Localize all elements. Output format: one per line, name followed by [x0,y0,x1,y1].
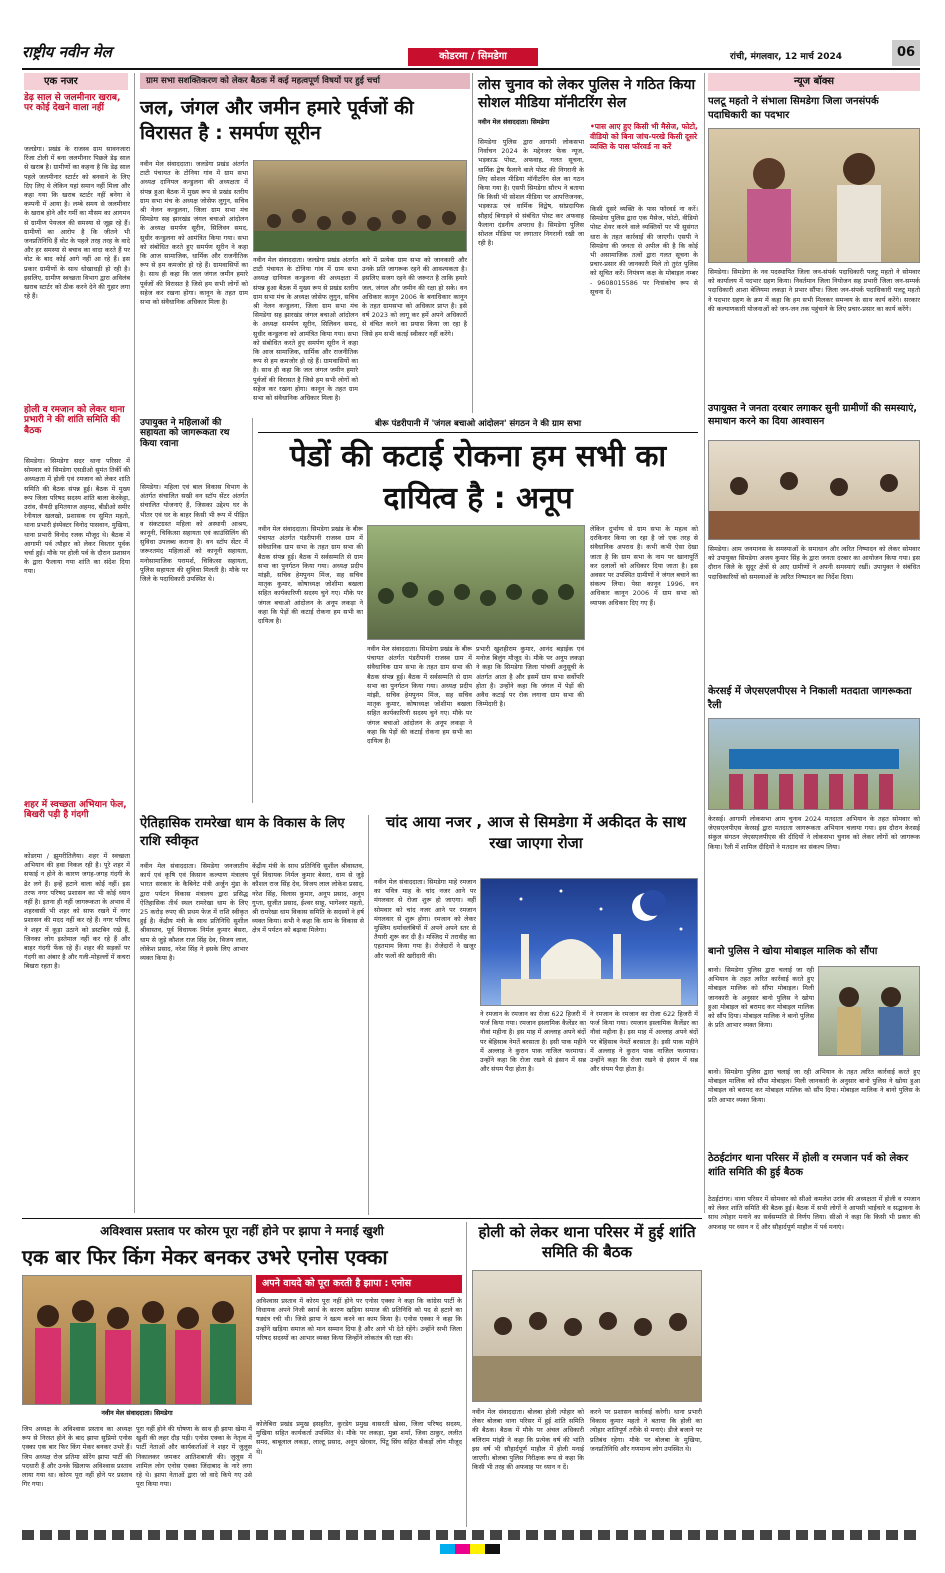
news-box-body-1: सिमडेगा। सिमडेगा के नव पदस्थापित जिला जन-संपर्क पदाधिकारी पलटू महतो ने सोमवार को कार्यालय में पदभार ग्रहण किया। निवर्तमान जिला नियोजन सह प्रभारी जिला जन-सम्पर्क पदाधिकारी आशा बेलियमा लकड़ा ने प्रभार सौंपा। जिला जन-संपर्क पदाधिकारी पलटू महतो ने पदभार ग्रहण के क्रम में कहा कि हम सभी मिलकर समन्वय के साथ कार्य करेंगे। सरकार की कल्याणकारी योजनाओं को जन-जन तक पहुंचाने के लिए प्रचार-प्रसार का कार्य करेंगे। [708,268,920,313]
crowd-image [254,161,467,252]
section-banner: कोडरमा / सिमडेगा [408,48,538,66]
news-box-body-5: ठेठईटांगर। थाना परिसर में सोमवार को सीओ कमलेश उरांव की अध्यक्षता में होली व रमजान को लेकर शांति समिति की बैठक हुई। बैठक में सभी लोगों ने आपसी भाईचारे व सद्भावना के साथ त्योहार मनाने का सर्वसम्मति से निर्णय लिया। सीओ ने कहा कि किसी भी प्रकार की अफवाह पर ध्यान न दें और सौहार्दपूर्ण माहौल में पर्व मनाएं। [708,1195,920,1231]
celebration-image [23,1276,252,1405]
divider-ramrekha [368,815,369,1215]
news-box-headline-3: केरसई में जेएसएलपीएस ने निकाली मतदाता जागरूकता रैली [708,686,912,711]
ek-nazar-body-2: सिमडेगा। सिमडेगा सदर थाना परिसर में सोमवार को सिमडेगा एसडीओ सुमंत तिर्की की अध्यक्षता में होली एवं रमजान को लेकर शांति समिति की बैठक संपन्न हुई। बैठक में मुख्य रूप जिला परिषद सदस्य शांति बाला केरकेट्टा, उरांव, सैयदी इमितयाज अहमद, बीडीओ समीर रेनीयाल खलखो, प्रशासक रय सुमित महतो, थाना प्रभारी इंस्पेक्टर विनोद पासवान, मुखिया, थाना प्रभारी विनोद रजक मौजूद थे। बैठक में आगामी पर्व त्यौहार को लेकर विस्तार पूर्वक चर्चा हुई। मौके पर होली पर्व के दौरान प्रशासन के द्वारा फैलाया गया शांति का संदेश दिया गया। [24,457,130,576]
lead-headline: जल, जंगल और जमीन हमारे पूर्वजों की विरासत है : समर्पण सूरीन [140,97,414,144]
lead-photo [253,160,467,252]
lead-body-mid: नवीन मेल संवाददाता। जलडेगा प्रखंड अंतर्गत टाटी पंचायत के टोनिया गांव में ग्राम सभा अध्यक्ष दानियल कन्डुलना की अध्यक्षता में संपन्न हुआ बैठक में मुख्य रूप से प्रखंड स्तरीय ग्राम सभा मंच के अध्यक्ष जोसेफ लुगुन, सचिव श्री नेलन कन्डुलना, जिला ग्राम सभा मंच सिमडेगा सह झारखंड जंगल बचाओ आंदोलन के अध्यक्ष समर्पण सूरीन, सिलिवन समद, सुधीर कन्डुलना को आमंत्रित किया गया। सभा को संबोधित करते हुए समर्पण सूरीन ने कहा कि आज सामाजिक, धार्मिक और राजनीतिक रूप से हम कमजोर हो रहे हैं। ग्रामवासियों का है। साथ ही कहा कि जल जंगल जमीन हमारे पूर्वजों की विरासत है जिसे हम सभी लोगों को सहेज कर रखना होगा। कानून के तहत ग्राम सभा को संवैधानिक अधिकार मिला है। [253,256,358,403]
ramrekha-body-2: केंद्रीय मंत्री के साथ प्रतिनिधि सुशील श्रीवास्तव, पूर्व विधायक निर्मल कुमार बेसरा, धाम से जुड़े कौशल राज सिंह देव, विजय लाल लोकेश प्रसाद, नरेश सिंह, विलास कुमार, अनूप प्रसाद, अनूप गुप्ता, सुजीत प्रसाद, ईश्वर साहू, भागेश्वर महतो, श्री रामरेखा धाम विकास समिति के सदस्यों ने हर्ष व्यक्त किया। सभी ने कहा कि धाम के विकास से क्षेत्र में पर्यटन को बढ़ावा मिलेगा। [252,862,364,935]
holi-photo [472,1270,702,1402]
holi-headline: होली को लेकर थाना परिसर में हुई शांति समिति की बैठक [478,1223,696,1261]
avishwas-strap: अपने वायदे को पूरा करती है झापा : एनोस [256,1275,462,1293]
anup-body-2: प्रभारी खुशहीराम कुमार, आनंद बड़ाईक एवं मनोज बिलुंग मौजूद थे। मौके पर अनूप लकड़ा ने कहा कि सिमडेगा जिला पांचवीं अनुसूची के अंतर्गत आता है और इसमें ग्राम सभा सर्वोपरि होता है। उन्होंने कहा कि जंगल में पेड़ों की अवैध कटाई पर रोक लगाना ग्राम सभा की जिम्मेदारी है। [476,645,584,709]
avishwas-body-4: कोलेबिरा प्रखंड प्रमुख इसहरित, कुरडेग प्रमुख वासरती खेस्स, जिला परिषद सदस्य, मुखिया सहित कार्यकर्ता उपस्थित थे। मौके पर लकड़ा, मुन्ना शर्मा, जिवा ठाकुर, ललीत समद, बाबूलाल लकड़ा, लाल्टू प्रसाद, अनूप खेरवार, पिंटू सिंघ सहित सैकड़ों लोग मौजूद थे। [256,1420,462,1456]
avishwas-body: जिप अध्यक्ष के अविश्वास प्रस्ताव का अध्यक्ष रूप से निरस्त होने के बाद झापा सुप्रिमो एनोस एक्का एक बार फिर किंग मेकर बनकर उभरे हैं। जिप अध्यक्ष रोज प्रतिमा सोरेंग झापा पार्टी की पदधारी हैं और उनके खिलाफ अविश्वास प्रस्ताव लाया गया था। कोरम पूरा नहीं होने पर प्रस्ताव गिर गया। [22,1425,132,1489]
news-box-photo-3 [708,718,920,810]
avishwas-photo-caption: नवीन मेल संवाददाता। सिमडेगा [101,1409,173,1417]
ek-nazar-headline-3: शहर में स्वच्छता अभियान फेल, बिखरी पड़ी है गंदगी [24,800,127,821]
column-divider-lead [472,73,473,413]
ek-nazar-headline-2: होली व रमजान को लेकर थाना प्रभारी ने की शांति समिति की बैठक [24,405,125,436]
mobile-handover-image [819,967,920,1056]
news-box-headline-1: पलटू महतो ने संभाला सिमडेगा जिला जनसंपर्क पदाधिकारी का पदभार [708,96,879,121]
divider-avishwas [466,1222,467,1527]
social-callout: •पास आए हुए किसी भी मैसेज, फोटो, वीडियो को बिना जांच-परखे किसी दूसरे व्यक्ति के पास फॉरवर्ड ना करें [590,122,698,151]
news-box-body-3: केरसई। आगामी लोकसभा आम चुनाव 2024 मतदाता अभियान के तहत सोमवार को जेएसएलपीएस केरसई द्वारा मतदाता जागरूकता अभियान चलाया गया। इस दौरान केरसई संकुल संगठन जेएसएलपीएस की दीदियों ने लोकसभा चुनाव को लेकर लोगों को जागरूक किया। रैली में शामिल दीदियों ने मतदान का संकल्प लिया। [708,815,920,851]
divider-mahila [252,418,253,803]
masthead [22,40,922,68]
social-headline: लोस चुनाव को लेकर पुलिस ने गठित किया सोशल मीडिया मॉनीटरिंग सेल [478,77,696,111]
roza-body-3: ने रमजान के रमजान का रोजा 622 हिजरी में फर्ज किया गया। रमजान इस्लामिक कैलेंडर का नौवां महीना है। इस माह में अल्लाह अपने बंदों पर बेहिसाब नेमतें बरसाता है। इसी पाक महीने में अल्लाह ने कुरान पाक नाजिल फरमाया। उन्होंने कहा कि रोजा रखने से इंसान में सब्र और संयम पैदा होता है। [590,1010,698,1074]
lead-body: नवीन मेल संवाददाता। जलडेगा प्रखंड अंतर्गत टाटी पंचायत के टोनिया गांव में ग्राम सभा अध्यक्ष दानियल कन्डुलना की अध्यक्षता में संपन्न हुआ बैठक में मुख्य रूप से प्रखंड स्तरीय ग्राम सभा मंच के अध्यक्ष जोसेफ लुगुन, सचिव श्री नेलन कन्डुलना, जिला ग्राम सभा मंच सिमडेगा सह झारखंड जंगल बचाओ आंदोलन के अध्यक्ष समर्पण सूरीन, सिलिवन समद, सुधीर कन्डुलना को आमंत्रित किया गया। सभा को संबोधित करते हुए समर्पण सूरीन ने कहा कि आज सामाजिक, धार्मिक और राजनीतिक रूप से हम कमजोर हो रहे हैं। ग्रामवासियों का है। साथ ही कहा कि जल जंगल जमीन हमारे पूर्वजों की विरासत है जिसे हम सभी लोगों को सहेज कर रखना होगा। कानून के तहत ग्राम सभा को संवैधानिक अधिकार मिला है। [140,160,248,307]
roza-body: नवीन मेल संवाददाता। सिमडेगा माहे रमजान का पवित्र माह के चांद नजर आने पर मंगलवार से रोजा शुरू हो जाएगा। वहीं सोमवार को चांद नजर आने पर रमजान मंगलवार से शुरू होगा। रमजान को लेकर मुस्लिम धर्मावलंबियों में अपने अपने स्तर से तैयारी शुरू कर दी है। मस्जिद में तरावीह का एहतमाम किया गया है। रोजेदारों ने खजूर और फलों की खरीदारी की। [374,878,476,960]
page-number: 06 [892,40,920,66]
social-dateline: नवीन मेल संवाददाता। सिमडेगा [478,118,550,126]
anup-body-mid: नवीन मेल संवाददाता। सिमडेगा प्रखंड के बीरू पंचायत अंतर्गत पंडरीपानी राजस्व ग्राम में संवैधानिक ग्राम सभा के तहत ग्राम सभा की बैठक संपन्न हुई। बैठक में सर्वसम्मति से ग्राम सभा का पुनर्गठन किया गया। अध्यक्ष प्रदीप मांझी, सचिव हेमपुनम मिंज, सह सचिव मातृक कुमार, कोषाध्यक्ष जोशीमा बखला सहित कार्यकारिणी सदस्य चुने गए। मौके पर जंगल बचाओ आंदोलन के अनूप लकड़ा ने कहा कि पेड़ों की कटाई रोकना हम सभी का दायित्व है। [367,645,472,746]
news-box-label: न्यूज बॉक्स [708,73,920,91]
paper-name: राष्ट्रीय नवीन मेल [22,43,112,61]
officials-image [709,129,920,263]
avishwas-body-2: पूरा नहीं होने की घोषणा के साथ ही झापा खेमा में खुशी की लहर दौड़ पड़ी। एनोस एक्का के नेतृत्व में पार्टी नेताओं और कार्यकर्ताओं ने शहर में जुलूस निकालकर जमकर आतिशबाजी की। जुलूस में शामिल लोग एनोस एक्का जिंदाबाद के नारे लगा रहे थे। झापा नेताओं द्वारा जो वादे किये गए उसे पूरा किया गया। [136,1425,252,1489]
anup-body-3: लेकिन दुर्भाग्य से ग्राम सभा के महत्व को दरकिनार किया जा रहा है जो एक तरह से संवैधानिक अपराध है। कभी कभी ऐसा देखा जाता है कि ग्राम सभा के नाम पर खानापूर्ति कर दलालों को अधिकार दिया जाता है। इस अवसर पर उपस्थित ग्रामीणों ने जंगल बचाने का संकल्प लिया। पेसा कानून 1996, वन अधिकार कानून 2006 में ग्राम सभा को व्यापक अधिकार दिए गए हैं। [590,525,698,607]
news-box-headline-5: ठेठईटांगर थाना परिसर में होली व रमजान पर्व को लेकर शांति समिति की हुई बैठक [708,1153,909,1178]
column-divider-left [134,73,135,1213]
anup-headline: पेडों की कटाई रोकना हम सभी का दायित्व है : अनूप [289,439,667,516]
roza-body-2: ने रमजान के रमजान का रोजा 622 हिजरी में फर्ज किया गया। रमजान इस्लामिक कैलेंडर का नौवां महीना है। इस माह में अल्लाह अपने बंदों पर बेहिसाब नेमतें बरसाता है। इसी पाक महीने में अल्लाह ने कुरान पाक नाजिल फरमाया। उन्होंने कहा कि रोजा रखने से इंसान में सब्र और संयम पैदा होता है। [480,1010,586,1074]
rally-image [709,719,920,810]
janta-darbar-image [709,441,920,540]
issue-date: रांची, मंगलवार, 12 मार्च 2024 [730,52,842,62]
masthead-rule [22,68,920,70]
avishwas-kicker: अविश्वास प्रस्ताव पर कोरम पूरा नहीं होने पर झापा ने मनाई खुशी [100,1224,384,1238]
anup-body: नवीन मेल संवाददाता। सिमडेगा प्रखंड के बीरू पंचायत अंतर्गत पंडरीपानी राजस्व ग्राम में संवैधानिक ग्राम सभा के तहत ग्राम सभा की बैठक संपन्न हुई। बैठक में सर्वसम्मति से ग्राम सभा का पुनर्गठन किया गया। अध्यक्ष प्रदीप मांझी, सचिव हेमपुनम मिंज, सह सचिव मातृक कुमार, कोषाध्यक्ष जोशीमा बखला सहित कार्यकारिणी सदस्य चुने गए। मौके पर जंगल बचाओ आंदोलन के अनूप लकड़ा ने कहा कि पेड़ों की कटाई रोकना हम सभी का दायित्व है। [258,525,363,626]
news-box-photo-2 [708,440,920,540]
ramrekha-headline: ऐतिहासिक रामरेखा धाम के विकास के लिए राशि स्वीकृत [140,816,345,849]
avishwas-headline: एक बार फिर किंग मेकर बनकर उभरे एनोस एक्का [22,1245,388,1269]
news-box-body-2: सिमडेगा। आम जनमानस के समस्याओं के समाधान और त्वरित निष्पादन को लेकर सोमवार को उपायुक्त सिमडेगा अजय कुमार सिंह के द्वारा जनता दरबार का आयोजन किया गया। इस दौरान जिले के सुदूर क्षेत्रों से आए ग्रामीणों ने अपनी समस्याएं रखीं। उपायुक्त ने संबंधित पदाधिकारियों को समस्याओं के त्वरित निष्पादन का निर्देश दिया। [708,545,920,581]
roza-headline: चांद आया नजर , आज से सिमडेगा में अकीदत के साथ रखा जाएगा रोजा [385,813,687,852]
ek-nazar-body-3: कोडरमा / झुमरीतिलैया। शहर में स्वच्छता अभियान की हवा निकल रही है। पूरे शहर में सफाई न होने के कारण जगह-जगह गंदगी के ढेर लगे हैं। इन्हें हटाने वाला कोई नहीं। इस तरफ नगर परिषद प्रशासन का भी कोई ध्यान नहीं है। इतना ही नहीं जागरूकता के अभाव में शहरवासी भी शहर को साफ रखने में नगर प्रशासन की मदद नहीं कर रहे हैं। नगर परिषद ने शहर में कूड़ा उठाने को डस्टबिन रखे हैं, जिनका लोग इस्तेमाल नहीं कर रहे हैं और बाहर गंदगी फेंक रहे हैं। शहर की सड़कों पर गंदगी का अंबार है और गली-मोहल्लों में कचरा बिखरा रहता है। [24,852,130,971]
footer-registration-bar [22,1530,920,1540]
mahila-headline: उपायुक्त ने महिलाओं की सहायता को जागरूकता रथ किया रवाना [140,418,230,449]
avishwas-photo [22,1275,252,1405]
meeting-image [368,526,585,640]
ek-nazar-body-1: जलडेगा। प्रखंड के राजस्व ग्राम सावनजारा रिंजा टोली में बना जलमीनार पिछले डेढ़ साल से खराब है। ग्रामीणों का कहना है कि डेढ़ साल पहले जलमीनार स्टार्टर को बनवाने के लिए दिए लिए थे लेकिन यहां समान नहीं मिला और कहा गया कि खराब स्टार्टर नहीं बनेगा वे कम्पनी में आया है। लम्बे समय से जलमीनार के खराब होने और गर्मी का मौसम का आगमन से ग्रामीण पेयजल की समस्या से जूझ रहे हैं। ग्रामीणों का आरोप है कि जीतने भी जनप्रतिनिधि हैं वोट के पहले तरह तरह के वादे और हर समस्या से बचाव का वादा करते हैं पर वोट के बाद कोई आगे नहीं आ रहे हैं। इस प्रकार ग्रामीणों के साथ धोखाधड़ी हो रही है। इसलिए, ग्रामीण स्वच्छता विभाग द्वारा अविलंब खराब स्टार्टर को ठीक करने देने की गुहार लगा रहे हैं। [24,145,130,301]
news-box-body-4: बानो। सिमडेगा पुलिस द्वारा चलाई जा रही अभियान के तहत त्वरित कार्रवाई करते हुए मोबाइल मालिक को सौंपा मोबाइल। मिली जानकारी के अनुसार बानो पुलिस ने खोया हुआ मोबाइल को बरामद कर मोबाइल मालिक को सौंप दिया। मोबाइल मालिक ने बानो पुलिस के प्रति आभार व्यक्त किया। [708,966,814,1030]
avishwas-body-3: अविश्वास प्रस्ताव में कोरम पूरा नहीं होने पर एनोस एक्का ने कहा कि कांग्रेस पार्टी के विधायक अपने निजी स्वार्थ के कारण खड़िया समाज की प्रतिनिधि को पद से हटाने का षड्यंत्र रची थी। जिसे झापा ने खत्म करने का काम किया है। एनोस एक्का ने कहा कि उन्होंने खड़िया समाज को मान सम्मान दिया है और आगे भी देते रहेंगे। उन्होंने सभी जिला परिषद सदस्यों का आभार व्यक्त किया जिन्होंने लोकतंत्र की रक्षा की। [256,1297,462,1342]
social-body-2: किसी दूसरे व्यक्ति के पास फॉरवर्ड ना करें। सिमडेगा पुलिस द्वारा एक मैसेज, फोटो, वीडियो पोस्ट शेयर करने वाले व्यक्तियों पर भी सुसंगत धारा के तहत कार्रवाई की जाएगी। एसपी ने सिमडेगा की जनता से अपील की है कि कोई भी असामाजिक तत्वों द्वारा गलत सूचना के प्रचार-प्रसार की जानकारी मिले तो तुरंत पुलिस को सूचित करें। नियंत्रण कक्ष के मोबाइल नम्बर - 9608015586 पर निःसंकोच रूप से सूचना दें। [590,205,698,296]
roza-photo [480,878,698,1006]
holi-body: नवीन मेल संवाददाता। बोलबा होली त्योहार को लेकर बोलबा थाना परिसर में हुई शांति समिति की बैठक। बैठक में मौके पर अंचल अधिकारी बलिराम मांझी ने कहा कि प्रत्येक वर्ष की भांति इस वर्ष भी सौहार्दपूर्ण माहौल में होली मनाई जाएगी। बोलबा पुलिस निरीक्षक रूप से कहा कि किसी भी तरह की अफवाह पर ध्यान न दें। [472,1408,584,1472]
ramrekha-body: नवीन मेल संवाददाता। सिमडेगा जनजातीय कार्य एवं कृषि एवं किसान कल्याण मंत्रालय भारत सरकार के कैबिनेट मंत्री अर्जुन मुंडा के द्वारा पर्यटन विकास मंत्रालय द्वारा प्रसिद्ध ऐतिहासिक तीर्थ स्थल रामरेखा धाम के लिए 25 करोड़ रुपए की प्रथम फेज में राशि स्वीकृत हुई है। केंद्रीय मंत्री के साथ प्रतिनिधि सुशील श्रीवास्तव, पूर्व विधायक निर्मल कुमार बेसरा, धाम से जुड़े कौशल राज सिंह देव, विजय लाल, लोकेश प्रसाद, नरेश सिंह ने इसके लिए आभार व्यक्त किया है। [140,862,248,963]
lead-kicker: ग्राम सभा सशक्तिकरण को लेकर बैठक में कई महत्वपूर्ण विषयों पर हुई चर्चा [140,73,470,89]
news-box-headline-2: उपायुक्त ने जनता दरबार लगाकर सुनी ग्रामीणों की समस्याएं, समाधान करने का दिया आश्वासन [708,403,917,427]
news-box-photo-4 [818,966,920,1056]
bottom-section-rule [22,1218,702,1219]
social-body: सिमडेगा पुलिस द्वारा आगामी लोकसभा निर्वाचन 2024 के मद्देनजर फेक न्यूज, भड़काऊ पोस्ट, अफवाह, गलत सूचना, धार्मिक द्वेष फैलाने वाले पोस्ट की निगरानी के लिए सोशल मीडिया मॉनीटरिंग सेल का गठन किया गया है। एसपी सिमडेगा सौरभ ने बताया कि किसी भी सोशल मीडिया पर आपत्तिजनक, भड़काऊ एवं धार्मिक विद्वेष, सांप्रदायिक सौहार्द बिगाड़ने से संबंधित पोस्ट कर अफवाह फैलाना दंडनीय अपराध है। सिमडेगा पुलिस सोशल मीडिया पर लगातार निगरानी रखी जा रही है। [478,138,584,248]
holi-body-2: करने पर प्रशासन कार्रवाई करेगी। थाना प्रभारी विकास कुमार महतो ने बताया कि होली का त्योहार शांतिपूर्ण तरीके से मनाएं। डीजे बजाने पर प्रतिबंध रहेगा। मौके पर बोलबा के मुखिया, जनप्रतिनिधि और गणमान्य लोग उपस्थित थे। [590,1408,702,1453]
footer-color-marks [440,1544,500,1554]
column-divider-right [704,73,705,1213]
mosque-moon-image [481,879,698,1006]
news-box-photo-1 [708,128,920,263]
news-box-body-4b: बानो। सिमडेगा पुलिस द्वारा चलाई जा रही अभियान के तहत त्वरित कार्रवाई करते हुए मोबाइल मालिक को सौंपा मोबाइल। मिली जानकारी के अनुसार बानो पुलिस ने खोया हुआ मोबाइल को बरामद कर मोबाइल मालिक को सौंप दिया। मोबाइल मालिक ने बानो पुलिस के प्रति आभार व्यक्त किया। [708,1068,920,1104]
news-box-headline-4: बानो पुलिस ने खोया मोबाइल मालिक को सौंपा [708,946,878,957]
lead-body-2: बारे में प्रत्येक ग्राम सभा को जानकारी और उनके प्रति जागरूक रहने की आवश्यकता है। इसलिए सजग रहने की जरूरत है ताकि हमारे जल, जंगल और जमीन की रक्षा हो सके। वन अधिकार कानून 2006 के बनाधिकार कानून के तहत ग्रामसभा को अधिकार प्राप्त है। इसे वर्ष 2023 को लागू कर हमें अपने अधिकारों से वंचित करने का प्रयास किया जा रहा है जिसे हम सभी कतई स्वीकार नहीं करेंगे। [362,256,467,338]
ek-nazar-label: एक नजर [24,73,128,90]
mahila-body: सिमडेगा। महिला एवं बाल विकास विभाग के अंतर्गत संचालित सखी वन स्टॉप सेंटर अंतर्गत संचालित योजनाएं हैं, जिसका उद्देश्य घर के भीतर एवं घर के बाहर किसी भी रूप में पीड़ित व संकटग्रस्त महिला को अस्थायी आश्रय, कानूनी, चिकित्सा सहायता एवं काउंसिलिंग की सुविधा उपलब्ध कराना है। वन स्टॉप सेंटर में जरूरतमंद महिलाओं को कानूनी सहायता, मनोसामाजिक परामर्श, चिकित्सा सहायता, पुलिस सहायता की सुविधा मिलती है। मौके पर जिले के पदाधिकारी उपस्थित थे। [140,483,248,584]
ek-nazar-headline-1: डेढ़ साल से जलमीनार खराब, पर कोई देखने वाला नहीं [24,93,121,114]
peace-meeting-image [473,1271,702,1402]
anup-kicker: बीरू पंडरीपानी में 'जंगल बचाओ आंदोलन' संगठन ने की ग्राम सभा [258,418,698,433]
anup-photo [367,525,585,640]
